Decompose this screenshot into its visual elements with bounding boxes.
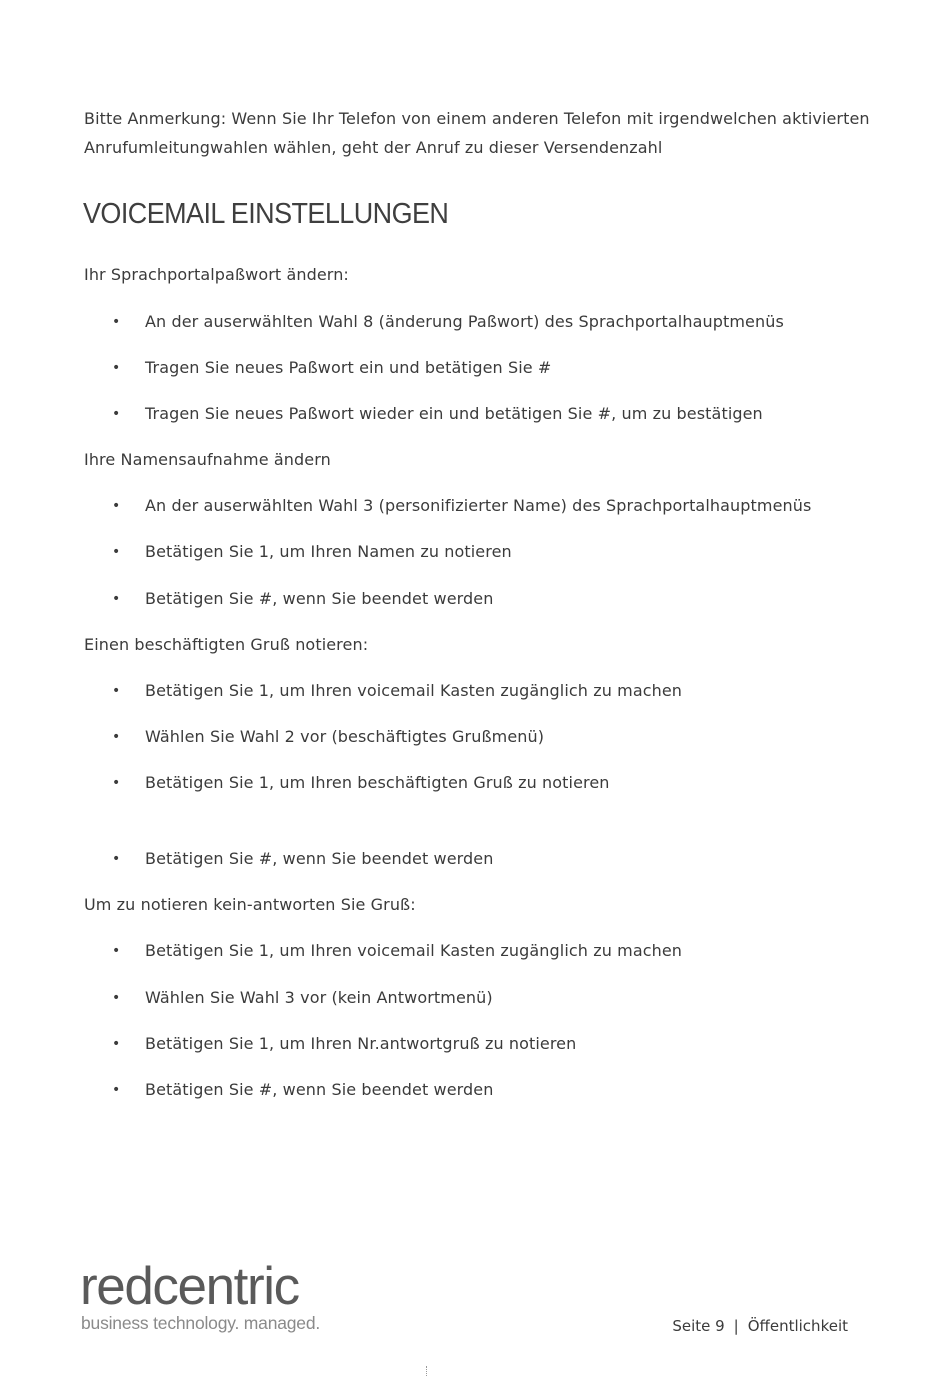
page-number: Seite 9: [672, 1317, 725, 1335]
section-label: Um zu notieren kein-antworten Sie Gruß:: [84, 895, 416, 914]
list-item-text: Tragen Sie neues Paßwort wieder ein und betätigen Sie #, um zu bestätigen: [145, 404, 763, 423]
list-item-text: An der auserwählten Wahl 8 (änderung Paßwort) des Sprachportalhauptmenüs: [145, 312, 784, 331]
list-item-text: Wählen Sie Wahl 2 vor (beschäftigtes Grußmenü): [145, 727, 545, 746]
list-item: [112, 1034, 576, 1053]
section-label: Ihre Namensaufnahme ändern: [84, 450, 331, 469]
section-label: Einen beschäftigten Gruß notieren:: [84, 635, 369, 654]
footer-separator: |: [733, 1317, 739, 1335]
list-item: [112, 727, 544, 746]
list-item-text: Betätigen Sie 1, um Ihren Nr.antwortgruß zu notieren: [145, 1034, 577, 1053]
list-item: [112, 988, 493, 1007]
logo-tagline: business technology. managed.: [81, 1313, 321, 1333]
list-item: [112, 542, 512, 561]
list-item-text: Betätigen Sie 1, um Ihren Namen zu notieren: [145, 542, 512, 561]
bullet-icon: •: [112, 498, 121, 514]
bullet-icon: •: [112, 406, 121, 422]
bullet-icon: •: [112, 314, 121, 330]
list-item-text: Wählen Sie Wahl 3 vor (kein Antwortmenü): [145, 988, 493, 1007]
bullet-icon: •: [112, 683, 121, 699]
list-item-text: Tragen Sie neues Paßwort ein und betätigen Sie #: [145, 358, 552, 377]
list-item: [112, 849, 494, 868]
bullet-icon: •: [112, 544, 121, 560]
bullet-icon: •: [112, 851, 121, 867]
list-item-text: An der auserwählten Wahl 3 (personifizierter Name) des Sprachportalhauptmenüs: [145, 496, 812, 515]
bullet-icon: •: [112, 990, 121, 1006]
list-item: [112, 496, 811, 515]
logo-wordmark: redcentric: [80, 1257, 299, 1316]
list-item-text: Betätigen Sie #, wenn Sie beendet werden: [145, 849, 494, 868]
list-item: [112, 681, 682, 700]
list-item: [112, 773, 610, 792]
list-item-text: Betätigen Sie 1, um Ihren voicemail Kasten zugänglich zu machen: [145, 941, 683, 960]
bullet-icon: •: [112, 591, 121, 607]
bullet-icon: •: [112, 360, 121, 376]
intro-note: Bitte Anmerkung: Wenn Sie Ihr Telefon von einem anderen Telefon mit irgendwelchen aktivierten Anrufumleitungwahlen wählen, geht der Anruf zu dieser Versendenzahl: [84, 109, 870, 157]
company-logo: [80, 1255, 320, 1334]
list-item-text: Betätigen Sie 1, um Ihren voicemail Kasten zugänglich zu machen: [145, 681, 683, 700]
bullet-icon: •: [112, 729, 121, 745]
page-footer-info: [672, 1317, 848, 1335]
page-bottom-mark: [426, 1366, 428, 1376]
list-item: [112, 1080, 494, 1099]
bullet-icon: •: [112, 775, 121, 791]
bullet-icon: •: [112, 943, 121, 959]
list-item: [112, 358, 551, 377]
list-item: [112, 589, 494, 608]
list-item: [112, 404, 763, 423]
list-item: [112, 312, 784, 331]
section-heading: VOICEMAIL EINSTELLUNGEN: [83, 198, 449, 230]
section-label: Ihr Sprachportalpaßwort ändern:: [84, 265, 349, 284]
list-item: [112, 941, 682, 960]
bullet-icon: •: [112, 1036, 121, 1052]
list-item-text: Betätigen Sie #, wenn Sie beendet werden: [145, 1080, 494, 1099]
list-item-text: Betätigen Sie 1, um Ihren beschäftigten Gruß zu notieren: [145, 773, 610, 792]
classification-label: Öffentlichkeit: [747, 1317, 848, 1335]
bullet-icon: •: [112, 1082, 121, 1098]
list-item-text: Betätigen Sie #, wenn Sie beendet werden: [145, 589, 494, 608]
